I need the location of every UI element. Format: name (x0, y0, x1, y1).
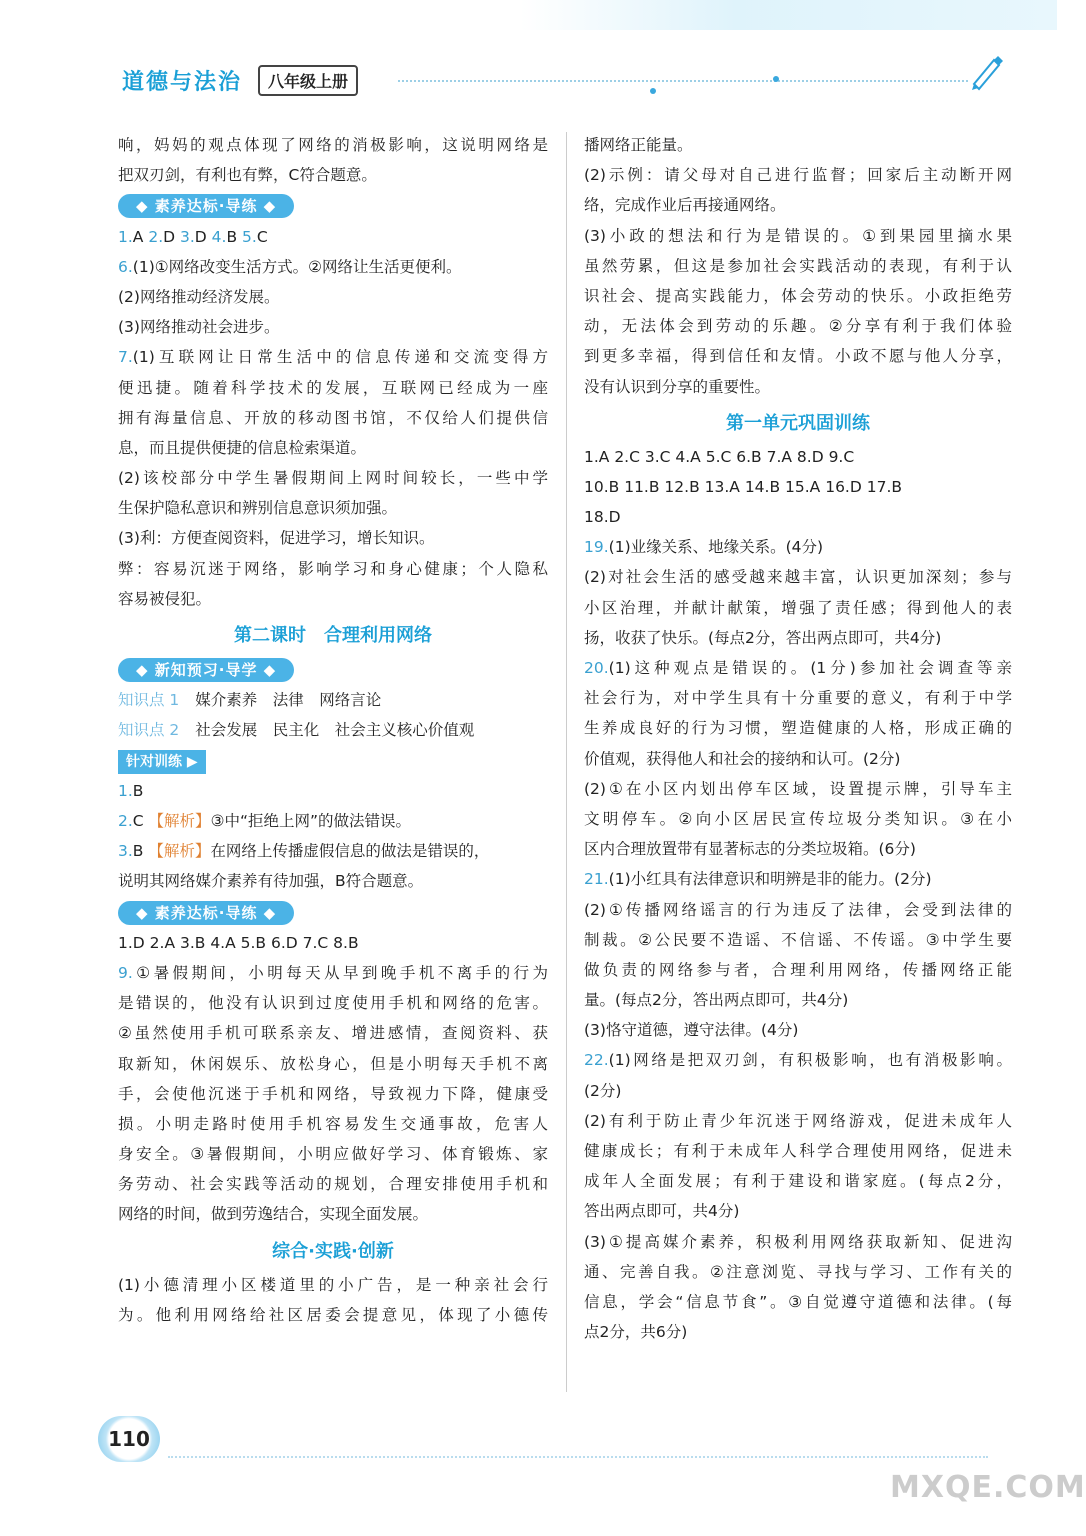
lesson-title: 第二课时 合理利用网络 (234, 625, 432, 647)
text-line: 价值观，获得他人和社会的接纳和认可。(2分) (584, 749, 901, 768)
text-line: 21.(1)小红具有法律意识和明辨是非的能力。(2分) (584, 870, 932, 889)
text-line: 损。小明走路时使用手机容易发生交通事故，危害人 (118, 1114, 548, 1133)
text-line: (2)①在小区内划出停车区域，设置提示牌，引导车主 (584, 779, 1012, 798)
text-line: (1)小德清理小区楼道里的小广告，是一种亲社会行 (118, 1275, 548, 1294)
text-line: 容易被侵犯。 (118, 589, 212, 608)
header (122, 62, 358, 98)
watermark: MXQE.COM (890, 1470, 1086, 1505)
text-line: 到更多幸福，得到信任和友情。小政不愿与他人分享， (584, 347, 1012, 366)
text-line: 19.(1)业缘关系、地缘关系。(4分) (584, 538, 824, 557)
text-line: 成年人全面发展；有利于建设和谐家庭。(每点2分， (584, 1172, 1012, 1191)
text-line: 识社会、提高实践能力，体会劳动的快乐。小政拒绝劳 (584, 286, 1012, 305)
text-line: 网络的时间，做到劳逸结合，实现全面发展。 (118, 1205, 429, 1224)
text-line: 健康成长；有利于未成年人科学合理使用网络，促进未 (584, 1142, 1012, 1160)
text-line: 10.B 11.B 12.B 13.A 14.B 15.A 16.D 17.B (584, 477, 902, 496)
text-line: 为。他利用网络给社区居委会提意见，体现了小德传 (118, 1305, 548, 1324)
page-number: 110 (98, 1416, 160, 1462)
text-line: 1.B (118, 781, 144, 800)
text-line: 拥有海量信息、开放的移动图书馆，不仅给人们提供信 (118, 408, 548, 427)
text-line: 7.(1)互联网让日常生活中的信息传递和交流变得方 (118, 348, 548, 367)
text-line: 生养成良好的行为习惯，塑造健康的人格，形成正确的 (584, 719, 1012, 738)
text-line: (2)示例：请父母对自己进行监督；回家后主动断开网 (584, 166, 1012, 185)
right-column (584, 130, 1012, 1347)
text-line: 1.A 2.C 3.C 4.A 5.C 6.B 7.A 8.D 9.C (584, 447, 855, 466)
text-line: 20.(1)这种观点是错误的。(1分)参加社会调查等亲 (584, 659, 1012, 677)
text-line: 区内合理放置带有显著标志的分类垃圾箱。(6分) (584, 840, 916, 859)
header-dotted-line (398, 80, 968, 82)
answer-row: 1.A 2.D 3.D 4.B 5.C (118, 227, 268, 246)
section-banner: ◆ 素养达标·导练 ◆ (118, 901, 294, 925)
unit-title: 第一单元巩固训练 (726, 412, 870, 434)
header-dot (650, 88, 656, 94)
text-line: 做负责的网络参与者，合理利用网络，传播网络正能 (584, 960, 1012, 979)
text-line: (2分) (584, 1081, 622, 1100)
text-line: 响，妈妈的观点体现了网络的消极影响，这说明网络是 (118, 136, 548, 154)
text-line: 小区治理，并献计献策，增强了责任感；得到他人的表 (584, 598, 1012, 617)
text-line: ②虽然使用手机可联系亲友、增进感情，查阅资料、获 (118, 1024, 548, 1043)
text-line: 3.B 【解析】在网络上传播虚假信息的做法是错误的， (118, 842, 490, 861)
text-line: 9.①暑假期间，小明每天从早到晚手机不离手的行为 (118, 963, 548, 982)
top-decoration (520, 0, 1057, 30)
text-line: (2)①传播网络谣言的行为违反了法律，会受到法律的 (584, 900, 1012, 919)
text-line: 动，无法体会到劳动的乐趣。②分享有利于我们体验 (584, 317, 1012, 336)
knowledge-point: 知识点 2 社会发展 民主化 社会主义核心价值观 (118, 721, 475, 740)
left-column (118, 130, 548, 1330)
practice-tag: 针对训练 ▶ (118, 750, 206, 774)
text-line: 弊：容易沉迷于网络，影响学习和身心健康；个人隐私 (118, 559, 548, 578)
text-line: 便迅捷。随着科学技术的发展，互联网已经成为一座 (118, 378, 548, 397)
text-line: 播网络正能量。 (584, 136, 693, 154)
column-divider (566, 132, 567, 1392)
text-line: 生保护隐私意识和辨别信息意识须加强。 (118, 499, 398, 518)
text-line: (3)利：方便查阅资料，促进学习，增长知识。 (118, 529, 435, 548)
text-line: (2)对社会生活的感受越来越丰富，认识更加深刻；参与 (584, 568, 1012, 587)
text-line: 息，而且提供便捷的信息检索渠道。 (118, 438, 367, 457)
text-line: 量。(每点2分，答出两点即可，共4分) (584, 991, 849, 1010)
text-line: 取新知，休闲娱乐、放松身心，但是小明每天手机不离 (118, 1054, 548, 1073)
header-dot (773, 76, 779, 82)
text-line: 6.(1)①网络改变生活方式。②网络让生活更便利。 (118, 257, 462, 276)
text-line: (2)该校部分中学生暑假期间上网时间较长，一些中学 (118, 469, 548, 488)
section-banner: ◆ 新知预习·导学 ◆ (118, 658, 294, 682)
text-line: 没有认识到分享的重要性。 (584, 377, 771, 396)
text-line: 1.D 2.A 3.B 4.A 5.B 6.D 7.C 8.B (118, 933, 359, 952)
text-line: 扬，收获了快乐。(每点2分，答出两点即可，共4分) (584, 628, 942, 647)
text-line: 点2分，共6分) (584, 1323, 688, 1342)
text-line: 把双刃剑，有利也有弊，C符合题意。 (118, 166, 377, 185)
text-line: (3)网络推动社会进步。 (118, 318, 280, 337)
text-line: (3)①提高媒介素养，积极利用网络获取新知、促进沟 (584, 1232, 1012, 1251)
text-line: 2.C 【解析】③中“拒绝上网”的做法错误。 (118, 811, 412, 830)
text-line: 信息，学会“信息节食”。③自觉遵守道德和法律。(每 (584, 1292, 1012, 1311)
text-line: 社会行为，对中学生具有十分重要的意义，有利于中学 (584, 689, 1012, 708)
footer-dotted-line (168, 1456, 988, 1458)
text-line: 身安全。③暑假期间，小明应做好学习、体育锻炼、家 (118, 1145, 548, 1164)
section-banner: ◆ 素养达标·导练 ◆ (118, 194, 294, 218)
text-line: 虽然劳累，但这是参加社会实践活动的表现，有利于认 (584, 256, 1012, 275)
text-line: 是错误的，他没有认识到过度使用手机和网络的危害。 (118, 994, 548, 1013)
text-line: 说明其网络媒介素养有待加强，B符合题意。 (118, 872, 424, 891)
text-line: 文明停车。②向小区居民宣传垃圾分类知识。③在小 (584, 809, 1012, 828)
grade-label: 八年级上册 (258, 65, 358, 96)
text-line: 22.(1)网络是把双刃剑，有积极影响，也有消极影响。 (584, 1051, 1012, 1070)
text-line: 通、完善自我。②注意浏览、寻找与学习、工作有关的 (584, 1262, 1012, 1281)
section-title: 综合·实践·创新 (272, 1240, 394, 1262)
text-line: 制裁。②公民要不造谣、不信谣、不传谣。③中学生要 (584, 930, 1012, 949)
text-line: (2)有利于防止青少年沉迷于网络游戏，促进未成年人 (584, 1111, 1012, 1130)
text-line: (2)网络推动经济发展。 (118, 287, 280, 306)
text-line: 18.D (584, 508, 621, 527)
text-line: 答出两点即可，共4分) (584, 1202, 740, 1221)
text-line: 络，完成作业后再接通网络。 (584, 196, 786, 215)
text-line: 务劳动、社会实践等活动的规划，合理安排使用手机和 (118, 1175, 548, 1194)
subject-title: 道德与法治 (122, 68, 243, 95)
text-line: (3)恪守道德，遵守法律。(4分) (584, 1021, 799, 1040)
text-line: 手，会使他沉迷于手机和网络，导致视力下降，健康受 (118, 1084, 548, 1103)
text-line: (3)小政的想法和行为是错误的。①到果园里摘水果 (584, 226, 1012, 245)
pen-icon (966, 52, 1006, 92)
knowledge-point: 知识点 1 媒介素养 法律 网络言论 (118, 691, 382, 710)
